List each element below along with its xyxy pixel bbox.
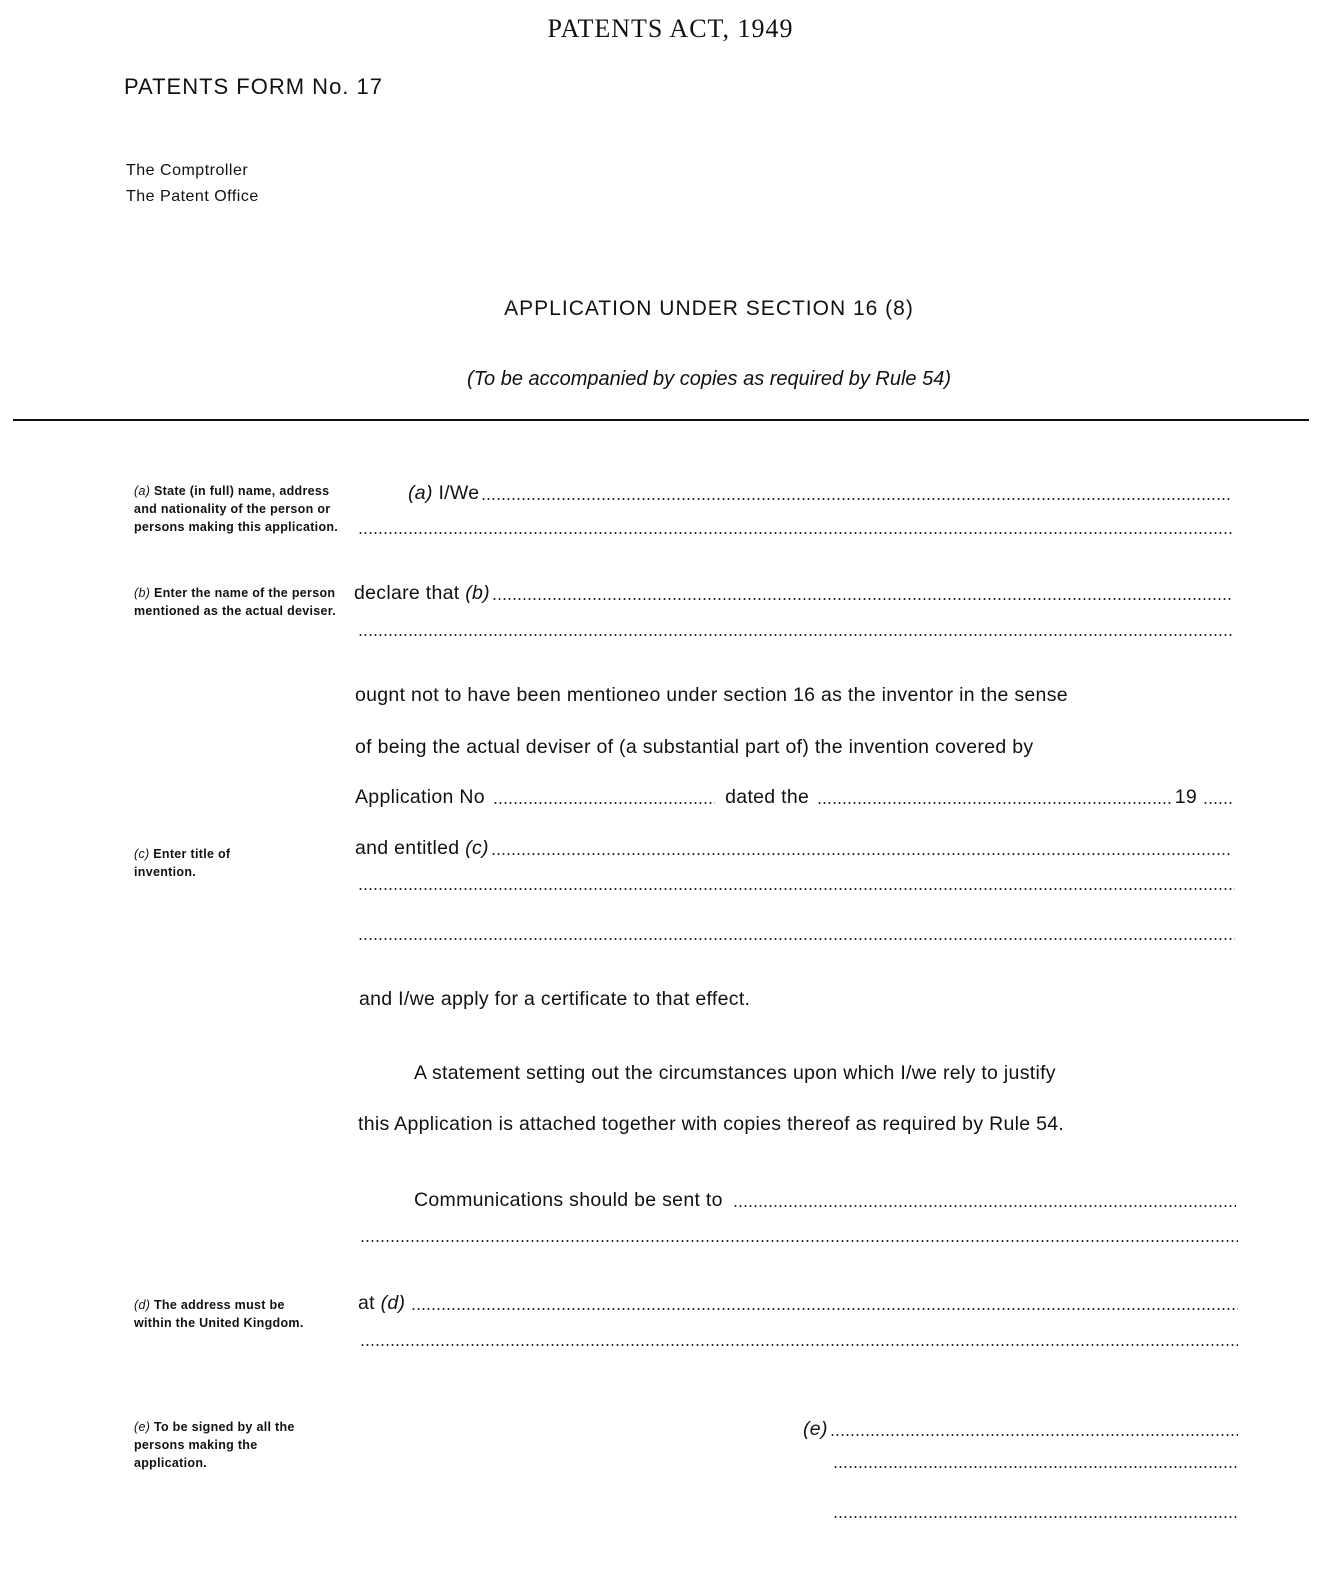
line-a-continued xyxy=(356,532,1234,539)
form-number: PATENTS FORM No. 17 xyxy=(124,74,384,99)
margin-note-d-marker: (d) xyxy=(134,1298,151,1312)
deviser-line: of being the actual deviser of (a substantial part of) the invention covered by xyxy=(355,736,1034,758)
applicant-address-field[interactable] xyxy=(358,532,1232,534)
margin-note-b-marker: (b) xyxy=(134,586,151,600)
line-a-name xyxy=(408,482,1234,505)
applicant-name-field[interactable] xyxy=(481,498,1232,500)
line-application-no xyxy=(355,786,1235,809)
declare-that-label: declare that xyxy=(354,582,460,604)
line-c-continued-1 xyxy=(356,888,1237,895)
margin-note-a xyxy=(134,482,344,536)
invention-title-field[interactable] xyxy=(491,853,1232,855)
line-e-signature xyxy=(803,1418,1240,1441)
communications-field[interactable] xyxy=(733,1205,1236,1207)
margin-note-c-marker: (c) xyxy=(134,847,150,861)
line-b-continued xyxy=(356,634,1234,641)
body-e-marker: (e) xyxy=(803,1418,828,1440)
margin-note-a-text: State (in full) name, address and nationality of the person or persons making this application. xyxy=(134,484,339,534)
year-prefix: 19 xyxy=(1174,786,1197,808)
signature-field-1[interactable] xyxy=(830,1434,1238,1436)
margin-note-c xyxy=(134,845,294,881)
margin-note-d xyxy=(134,1296,324,1332)
accompanied-note: (To be accompanied by copies as required by Rule 54) xyxy=(467,368,951,390)
and-entitled-label: and entitled xyxy=(355,837,460,859)
statement-line-2: this Application is attached together with copies thereof as required by Rule 54. xyxy=(358,1113,1065,1135)
deviser-name-field-continued[interactable] xyxy=(358,634,1232,636)
at-label: at xyxy=(358,1292,375,1314)
application-no-field[interactable] xyxy=(493,802,715,804)
body-a-marker: (a) xyxy=(408,482,433,504)
date-field[interactable] xyxy=(817,802,1173,804)
uk-address-field[interactable] xyxy=(411,1308,1238,1310)
application-no-label: Application No xyxy=(355,786,485,808)
margin-note-a-marker: (a) xyxy=(134,484,151,498)
body-d-marker: (d) xyxy=(380,1292,406,1314)
margin-note-b xyxy=(134,584,344,620)
margin-note-d-text: The address must be within the United Kingdom. xyxy=(134,1298,304,1330)
addressee-line-1: The Comptroller xyxy=(126,162,249,179)
ought-line: ougnt not to have been mentioneo under section 16 as the inventor in the sense xyxy=(355,684,1068,706)
margin-note-c-text: Enter title of invention. xyxy=(134,847,231,879)
body-b-marker: (b) xyxy=(465,582,490,604)
i-we-label: I/We xyxy=(438,482,480,504)
body-c-marker: (c) xyxy=(465,837,489,859)
year-field[interactable] xyxy=(1203,802,1233,804)
invention-title-field-continued-2[interactable] xyxy=(358,938,1235,940)
dated-the-label: dated the xyxy=(725,786,810,808)
line-communications xyxy=(414,1189,1238,1212)
invention-title-field-continued-1[interactable] xyxy=(358,888,1235,890)
margin-note-e xyxy=(134,1418,314,1472)
line-c-entitled xyxy=(355,837,1234,860)
signature-field-2[interactable] xyxy=(833,1466,1238,1468)
margin-note-b-text: Enter the name of the person mentioned as the actual deviser. xyxy=(134,586,337,618)
apply-line: and I/we apply for a certificate to that effect. xyxy=(359,988,751,1010)
act-title: PATENTS ACT, 1949 xyxy=(547,14,794,43)
line-communications-continued xyxy=(358,1240,1240,1247)
line-e-continued-1 xyxy=(831,1466,1240,1473)
addressee-line-2: The Patent Office xyxy=(126,188,259,205)
margin-note-e-text: To be signed by all the persons making the application. xyxy=(134,1420,295,1470)
margin-note-e-marker: (e) xyxy=(134,1420,151,1434)
line-c-continued-2 xyxy=(356,938,1237,945)
line-b-declare xyxy=(354,582,1234,605)
communications-label: Communications should be sent to xyxy=(414,1189,723,1211)
line-d-address xyxy=(358,1292,1240,1315)
communications-field-continued[interactable] xyxy=(360,1240,1238,1242)
uk-address-field-continued[interactable] xyxy=(360,1344,1238,1346)
horizontal-rule xyxy=(13,419,1309,421)
line-e-continued-2 xyxy=(831,1516,1240,1523)
line-d-continued xyxy=(358,1344,1240,1351)
application-heading: APPLICATION UNDER SECTION 16 (8) xyxy=(504,297,914,320)
signature-field-3[interactable] xyxy=(833,1516,1238,1518)
deviser-name-field[interactable] xyxy=(492,598,1232,600)
statement-line-1: A statement setting out the circumstances upon which I/we rely to justify xyxy=(414,1062,1056,1084)
